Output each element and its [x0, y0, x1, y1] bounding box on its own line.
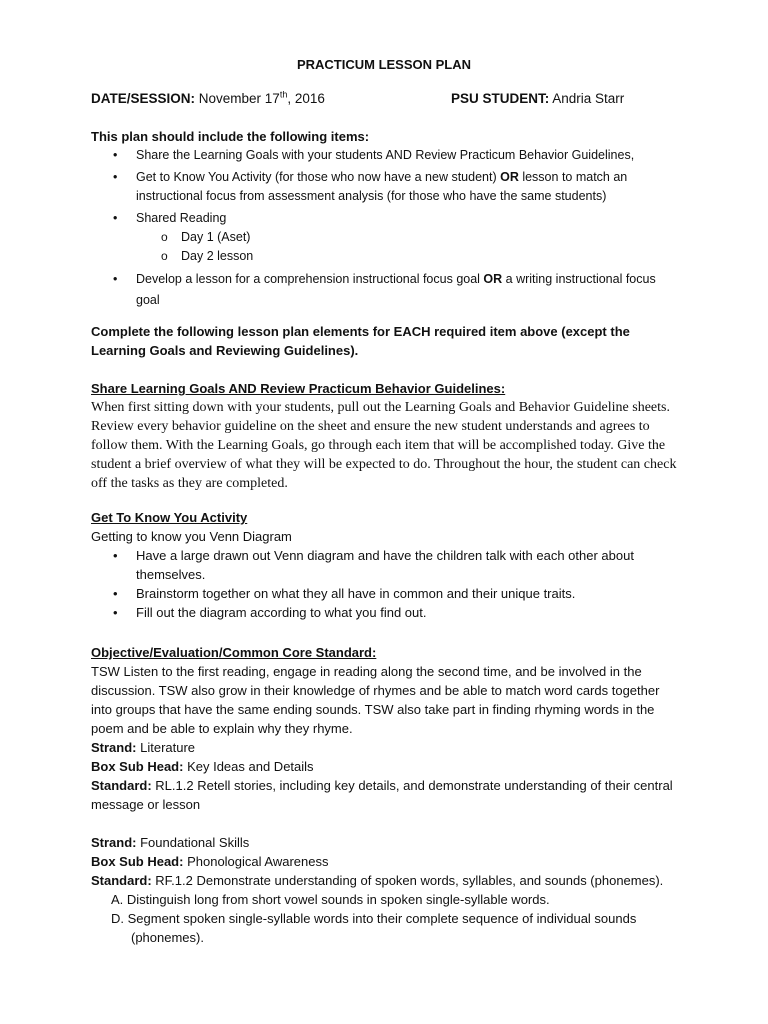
- items-list: [91, 146, 681, 311]
- items-intro: This plan should include the following items:: [91, 129, 370, 144]
- document-title: PRACTICUM LESSON PLAN: [296, 57, 472, 72]
- list-item: • Brainstorm together on what they all have in common and their unique traits.: [91, 584, 681, 603]
- gtky-heading: Get To Know You Activity: [91, 510, 248, 525]
- share-body: When first sitting down with your students, pull out the Learning Goals and Behavior Guideline sheets. Review every behavior guideline on the sheet and ensure the new student understands and agrees to follow them. With the Learning Goals, go through each item that will be accomplished today. Give the student a brief overview of what they will be expected to do. Throughout the hour, the student can check off the tasks as they are completed.: [91, 400, 677, 491]
- list-item: • Have a large drawn out Venn diagram and have the children talk with each other about themselves.: [91, 546, 681, 584]
- list-item: • Shared Reading: [91, 209, 681, 228]
- standard-sub-a: A. Distinguish long from short vowel sounds in spoken single-syllable words.: [111, 892, 550, 907]
- share-section: [91, 379, 681, 493]
- standard-sub-d: D. Segment spoken single-syllable words into their complete sequence of individual sounds (phonemes).: [111, 911, 637, 945]
- strand-2: Strand: Foundational Skills: [91, 835, 250, 850]
- standard-1: Standard: RL.1.2 Retell stories, including key details, and demonstrate understanding of their central message or lesson: [91, 778, 673, 812]
- list-item: • Share the Learning Goals with your students AND Review Practicum Behavior Guidelines,: [91, 146, 681, 165]
- list-item: • Fill out the diagram according to what you find out.: [91, 603, 681, 622]
- sub-list-item: o Day 1 (Aset): [91, 228, 681, 247]
- gtky-sub: Getting to know you Venn Diagram: [91, 529, 292, 544]
- objective-body: TSW Listen to the first reading, engage in reading along the second time, and be involved in the discussion. TSW also grow in their knowledge of rhymes and be able to match word cards together into groups that have the same ending sounds. TSW also take part in finding rhyming words in the poem and be able to explain why they rhyme.: [91, 664, 660, 736]
- objective-heading: Objective/Evaluation/Common Core Standard:: [91, 645, 377, 660]
- psu-student: PSU STUDENT: Andria Starr: [451, 91, 625, 106]
- strand-1: Strand: Literature: [91, 740, 196, 755]
- gtky-section: [91, 508, 681, 622]
- complete-instruction: Complete the following lesson plan elements for EACH required item above (except the Learning Goals and Reviewing Guidelines).: [91, 324, 630, 358]
- items-section: [91, 127, 681, 311]
- box-sub-head-1: Box Sub Head: Key Ideas and Details: [91, 759, 314, 774]
- list-item: • Develop a lesson for a comprehension instructional focus goal OR a writing instructional focus goal: [91, 269, 681, 311]
- date-session: DATE/SESSION: November 17th, 2016: [91, 89, 325, 106]
- gtky-list: [91, 546, 681, 622]
- standard-2: Standard: RF.1.2 Demonstrate understanding of spoken words, syllables, and sounds (phonemes).: [91, 873, 664, 888]
- header-meta: [91, 91, 691, 106]
- share-heading: Share Learning Goals AND Review Practicum Behavior Guidelines:: [91, 381, 506, 396]
- objective-section: [91, 643, 681, 947]
- box-sub-head-2: Box Sub Head: Phonological Awareness: [91, 854, 329, 869]
- list-item: • Get to Know You Activity (for those who now have a new student) OR lesson to match an instructional focus from assessment analysis (for those who have the same students): [91, 168, 681, 206]
- sub-list-item: o Day 2 lesson: [91, 247, 681, 266]
